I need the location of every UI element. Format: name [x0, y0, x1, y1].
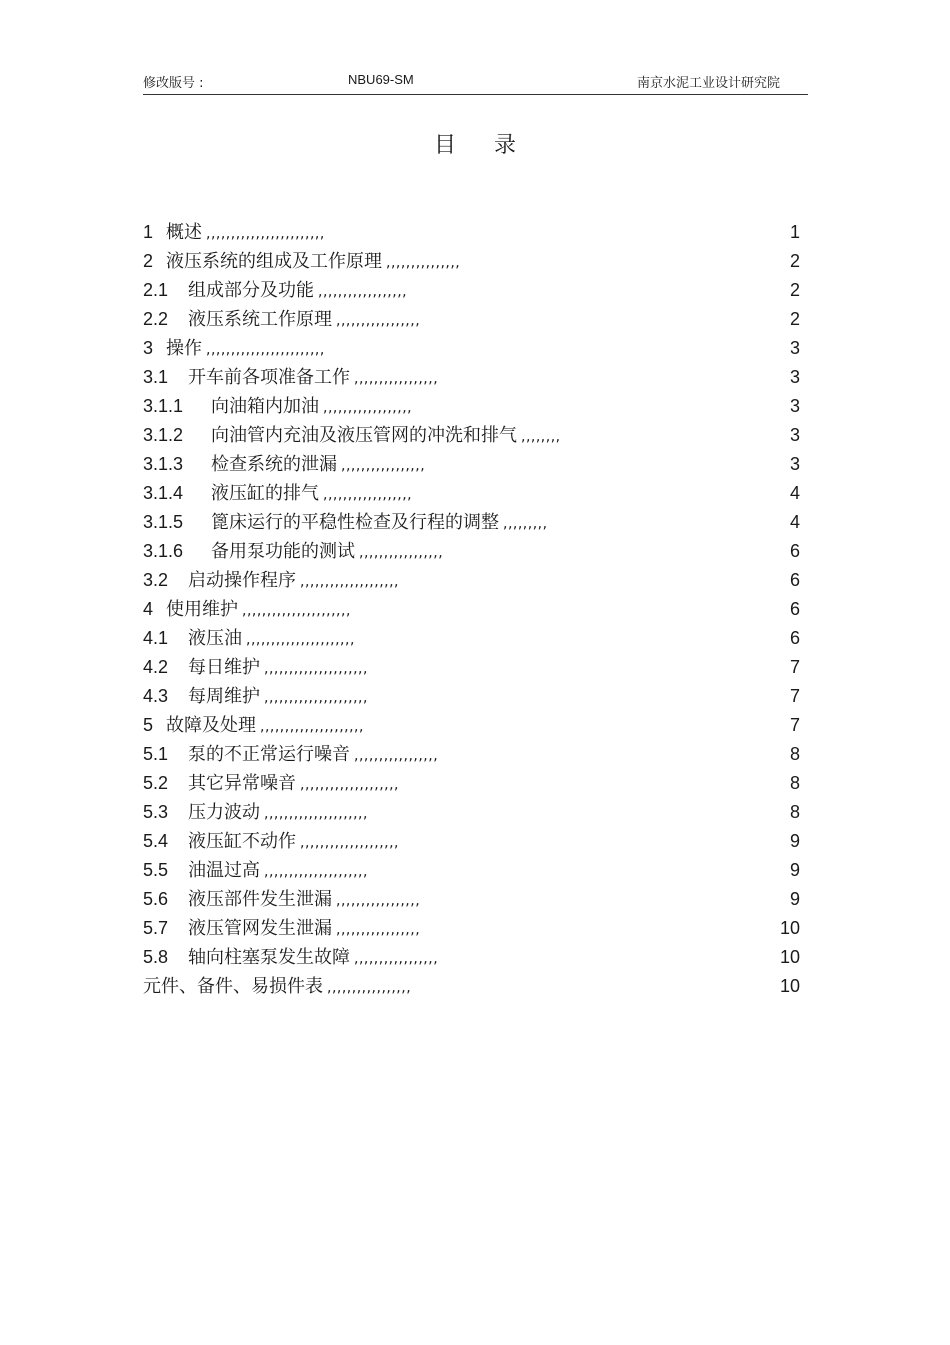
- toc-entry-page: 6: [789, 599, 800, 619]
- toc-entry-leader: ,,,,,,,,,,,,,,,,,,: [323, 400, 413, 416]
- toc-entry-page: 3: [789, 367, 800, 387]
- toc-entry-number: 4.1: [143, 628, 169, 648]
- toc-entry-leader: ,,,,,,,,,,,,,,,,,,,,,,: [246, 632, 355, 648]
- toc-entry-number: 3.1.2: [143, 425, 184, 445]
- toc-entry-label: 向油管内充油及液压管网的冲洗和排气: [211, 425, 517, 446]
- toc-entry-leader: ,,,,,,,,,,,,,,,,,,,,,,,,: [206, 342, 325, 358]
- toc-entry-leader: ,,,,,,,,,,,,,,,,,: [354, 951, 439, 967]
- toc-entry-page: 3: [789, 425, 800, 445]
- toc-entry-label: 向油箱内加油: [211, 396, 319, 417]
- toc-entry-page: 1: [789, 222, 800, 242]
- toc-entry[interactable]: [143, 305, 800, 334]
- toc-entry-page: 7: [789, 715, 800, 735]
- toc-entry[interactable]: [143, 624, 800, 653]
- toc-entry[interactable]: [143, 508, 800, 537]
- toc-entry-page: 9: [789, 831, 800, 851]
- toc-entry-label: 液压系统工作原理: [188, 309, 332, 330]
- toc-entry-label: 组成部分及功能: [188, 280, 314, 301]
- toc-entry-leader: ,,,,,,,,,: [503, 516, 548, 532]
- toc-entry-leader: ,,,,,,,,,,,,,,,,,: [354, 371, 439, 387]
- toc-entry[interactable]: [143, 943, 800, 972]
- toc-entry-page: 4: [789, 483, 800, 503]
- toc-entry-number: 4: [143, 599, 154, 619]
- page-header: [143, 70, 808, 95]
- toc-entry-leader: ,,,,,,,,,,,,,,,,,,: [318, 284, 408, 300]
- revision-label: 修改版号 :: [143, 76, 204, 91]
- toc-entry[interactable]: [143, 653, 800, 682]
- toc-entry-label: 操作: [166, 338, 202, 359]
- toc-entry-number: 2.2: [143, 309, 169, 329]
- toc-entry-leader: ,,,,,,,,: [521, 429, 561, 445]
- toc-entry-leader: ,,,,,,,,,,,,,,,,,: [336, 893, 421, 909]
- toc-entry-label: 使用维护: [166, 599, 238, 620]
- toc-entry-label: 液压油: [188, 628, 242, 649]
- toc-entry-number: 3.1.4: [143, 483, 184, 503]
- toc-entry[interactable]: [143, 769, 800, 798]
- toc-entry-page: 10: [779, 918, 800, 938]
- toc-entry-number: 4.2: [143, 657, 169, 677]
- toc-entry-leader: ,,,,,,,,,,,,,,,,,,: [323, 487, 413, 503]
- toc-entry[interactable]: [143, 972, 800, 1001]
- toc-entry-label: 油温过高: [188, 860, 260, 881]
- toc-entry-leader: ,,,,,,,,,,,,,,,,,: [354, 748, 439, 764]
- organization-name: 南京水泥工业设计研究院: [636, 76, 780, 91]
- toc-entry-leader: ,,,,,,,,,,,,,,,,,,,,,: [264, 661, 368, 677]
- toc-entry-page: 3: [789, 396, 800, 416]
- toc-entry[interactable]: [143, 711, 800, 740]
- toc-entry-label: 启动操作程序: [188, 570, 296, 591]
- toc-entry-page: 4: [789, 512, 800, 532]
- toc-entry[interactable]: [143, 914, 800, 943]
- toc-entry[interactable]: [143, 798, 800, 827]
- toc-entry-leader: ,,,,,,,,,,,,,,,,,: [327, 980, 412, 996]
- toc-entry-label: 液压缸不动作: [188, 831, 296, 852]
- toc-entry-number: 5.5: [143, 860, 169, 880]
- toc-entry-page: 8: [789, 773, 800, 793]
- toc-entry-page: 9: [789, 860, 800, 880]
- toc-entry-number: 5.6: [143, 889, 169, 909]
- toc-entry-page: 2: [789, 309, 800, 329]
- toc-entry-label: 每日维护: [188, 657, 260, 678]
- toc-entry-number: 2.1: [143, 280, 169, 300]
- toc-entry-label: 其它异常噪音: [188, 773, 296, 794]
- toc-entry[interactable]: [143, 740, 800, 769]
- toc-entry-number: 4.3: [143, 686, 169, 706]
- toc-entry-label: 开车前各项准备工作: [188, 367, 350, 388]
- toc-entry-number: 5: [143, 715, 154, 735]
- toc-entry-label: 液压系统的组成及工作原理: [166, 251, 382, 272]
- toc-entry-label: 备用泵功能的测试: [211, 541, 355, 562]
- toc-entry-page: 6: [789, 541, 800, 561]
- toc-entry[interactable]: [143, 566, 800, 595]
- toc-entry-page: 3: [789, 454, 800, 474]
- toc-entry-number: 3.1.3: [143, 454, 184, 474]
- toc-entry-label: 检查系统的泄漏: [211, 454, 337, 475]
- toc-entry-leader: ,,,,,,,,,,,,,,,,,,,,,,: [242, 603, 351, 619]
- toc-entry-number: 5.8: [143, 947, 169, 967]
- toc-entry-page: 7: [789, 686, 800, 706]
- toc-entry-leader: ,,,,,,,,,,,,,,,,,,,,: [300, 777, 400, 793]
- toc-entry-number: 3: [143, 338, 154, 358]
- toc-entry-number: 3.1.6: [143, 541, 184, 561]
- toc-entry-page: 10: [779, 976, 800, 996]
- toc-entry[interactable]: [143, 682, 800, 711]
- toc-entry-page: 7: [789, 657, 800, 677]
- toc-entry-label: 液压管网发生泄漏: [188, 918, 332, 939]
- toc-entry-leader: ,,,,,,,,,,,,,,,,,: [341, 458, 426, 474]
- toc-entry[interactable]: [143, 450, 800, 479]
- toc-entry[interactable]: [143, 247, 800, 276]
- toc-entry-label: 每周维护: [188, 686, 260, 707]
- toc-entry[interactable]: [143, 537, 800, 566]
- toc-entry-label: 压力波动: [188, 802, 260, 823]
- toc-entry[interactable]: [143, 276, 800, 305]
- toc-entry-number: 5.7: [143, 918, 169, 938]
- toc-entry[interactable]: [143, 479, 800, 508]
- toc-entry-leader: ,,,,,,,,,,,,,,,,,,,,,: [264, 806, 368, 822]
- toc-entry-page: 2: [789, 280, 800, 300]
- toc-entry-number: 1: [143, 222, 154, 242]
- toc-entry[interactable]: [143, 392, 800, 421]
- toc-entry[interactable]: [143, 363, 800, 392]
- toc-entry-number: 5.4: [143, 831, 169, 851]
- document-code: NBU69-SM: [348, 72, 414, 87]
- toc-entry-label: 液压部件发生泄漏: [188, 889, 332, 910]
- toc-entry-label: 泵的不正常运行噪音: [188, 744, 350, 765]
- toc-entry-number: 5.3: [143, 802, 169, 822]
- toc-entry-label: 轴向柱塞泵发生故障: [188, 947, 350, 968]
- toc-entry-page: 8: [789, 744, 800, 764]
- table-of-contents: [143, 218, 800, 1001]
- toc-entry-page: 6: [789, 570, 800, 590]
- toc-entry-label: 概述: [166, 222, 202, 243]
- toc-entry-page: 2: [789, 251, 800, 271]
- toc-entry-leader: ,,,,,,,,,,,,,,,: [386, 255, 461, 271]
- toc-entry-page: 3: [789, 338, 800, 358]
- toc-entry-number: 3.1: [143, 367, 169, 387]
- toc-entry-number: 2: [143, 251, 154, 271]
- toc-entry-number: 3.2: [143, 570, 169, 590]
- page-title: 目录: [433, 133, 554, 158]
- toc-entry[interactable]: [143, 595, 800, 624]
- toc-entry-leader: ,,,,,,,,,,,,,,,,,: [336, 313, 421, 329]
- toc-entry[interactable]: [143, 827, 800, 856]
- toc-entry-label: 故障及处理: [166, 715, 256, 736]
- toc-entry-leader: ,,,,,,,,,,,,,,,,,,,,,: [264, 864, 368, 880]
- toc-entry[interactable]: [143, 421, 800, 450]
- toc-entry-leader: ,,,,,,,,,,,,,,,,,: [359, 545, 444, 561]
- toc-entry[interactable]: [143, 218, 800, 247]
- toc-entry-leader: ,,,,,,,,,,,,,,,,,: [336, 922, 421, 938]
- toc-entry-leader: ,,,,,,,,,,,,,,,,,,,,: [300, 835, 400, 851]
- toc-entry-label: 液压缸的排气: [211, 483, 319, 504]
- toc-entry-page: 10: [779, 947, 800, 967]
- toc-entry[interactable]: [143, 856, 800, 885]
- toc-entry-label: 元件、备件、易损件表: [143, 976, 323, 997]
- toc-entry[interactable]: [143, 885, 800, 914]
- toc-entry-leader: ,,,,,,,,,,,,,,,,,,,,,,,,: [206, 226, 325, 242]
- toc-entry-page: 9: [789, 889, 800, 909]
- toc-entry-page: 8: [789, 802, 800, 822]
- toc-entry-leader: ,,,,,,,,,,,,,,,,,,,,,: [264, 690, 368, 706]
- toc-entry-leader: ,,,,,,,,,,,,,,,,,,,,: [300, 574, 400, 590]
- toc-entry-number: 3.1.5: [143, 512, 184, 532]
- toc-entry[interactable]: [143, 334, 800, 363]
- toc-entry-number: 5.1: [143, 744, 169, 764]
- toc-entry-label: 篦床运行的平稳性检查及行程的调整: [211, 512, 499, 533]
- toc-entry-number: 5.2: [143, 773, 169, 793]
- toc-entry-page: 6: [789, 628, 800, 648]
- toc-entry-leader: ,,,,,,,,,,,,,,,,,,,,,: [260, 719, 364, 735]
- toc-entry-number: 3.1.1: [143, 396, 184, 416]
